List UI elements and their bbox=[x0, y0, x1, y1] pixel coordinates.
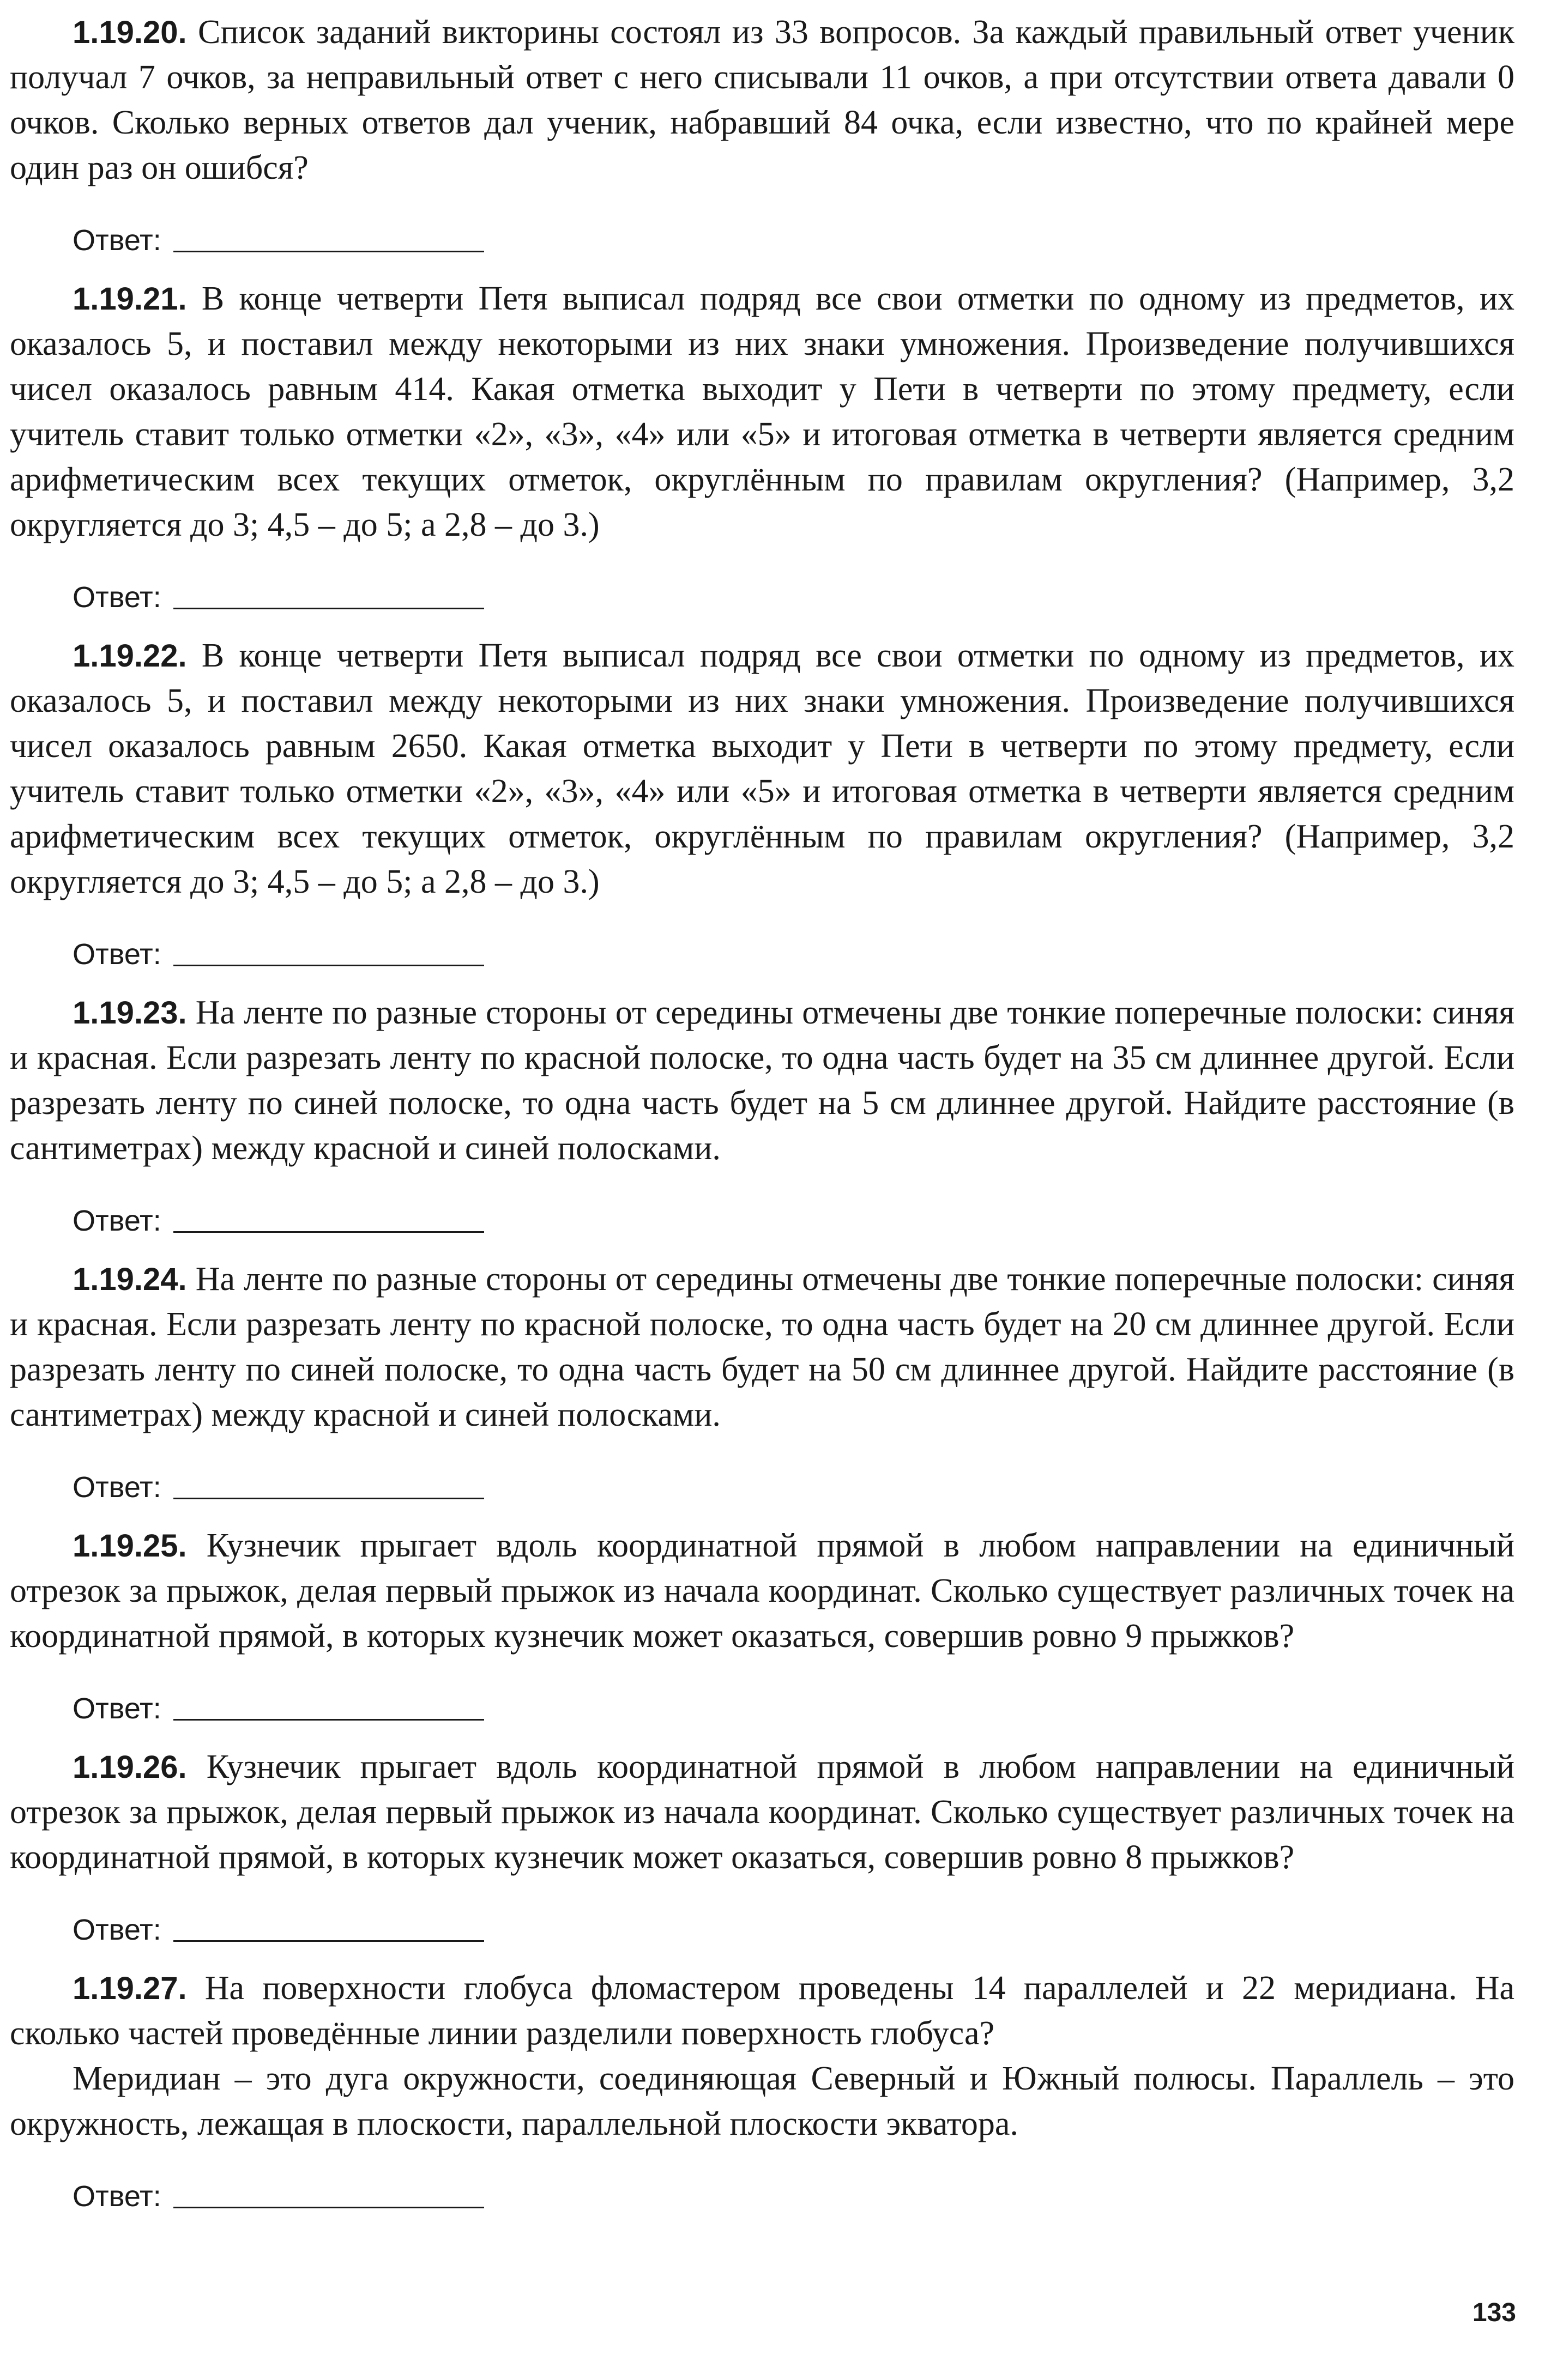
answer-row bbox=[73, 2167, 1514, 2213]
answer-row bbox=[73, 568, 1514, 614]
answer-line bbox=[173, 1719, 484, 1721]
answer-line bbox=[173, 608, 484, 609]
problem-1-19-23 bbox=[10, 990, 1514, 1171]
problem-number: 1.19.26. bbox=[73, 1749, 187, 1785]
answer-line bbox=[173, 1498, 484, 1499]
answer-line bbox=[173, 2207, 484, 2208]
answer-line bbox=[173, 1940, 484, 1942]
answer-label: Ответ: bbox=[73, 1204, 161, 1237]
problem-1-19-21 bbox=[10, 276, 1514, 548]
answer-label: Ответ: bbox=[73, 2180, 161, 2213]
problem-1-19-20 bbox=[10, 10, 1514, 191]
answer-row bbox=[73, 1192, 1514, 1237]
problem-text: Кузнечик прыгает вдоль координатной прямой в любом направлении на единичный отрезок за прыжок, делая первый прыжок из начала координат. Сколько существует различных точек на координатной прямой, в которых кузнечик может оказаться, совершив ровно 9 прыжков? bbox=[10, 1527, 1514, 1655]
problem-1-19-25 bbox=[10, 1523, 1514, 1659]
problem-text: В конце четверти Петя выписал подряд все свои отметки по одному из предметов, их оказалось 5, и поставил между некоторыми из них знаки умножения. Произведение получившихся чисел оказалось равным 2650. Какая отметка выходит у Пети в четверти по этому предмету, если учитель ставит только отметки «2», «3», «4» или «5» и итоговая отметка в четверти является средним арифметическим всех текущих отметок, округлённым по правилам округления? (Например, 3,2 округляется до 3; 4,5 – до 5; а 2,8 – до 3.) bbox=[10, 637, 1514, 900]
page-content bbox=[10, 10, 1514, 2232]
problem-note: Меридиан – это дуга окружности, соединяющая Северный и Южный полюсы. Параллель – это окружность, лежащая в плоскости, параллельной плоскости экватора. bbox=[10, 2060, 1514, 2142]
problem-number: 1.19.24. bbox=[73, 1262, 187, 1297]
problem-number: 1.19.27. bbox=[73, 1971, 187, 2006]
problem-text: На поверхности глобуса фломастером проведены 14 параллелей и 22 меридиана. На сколько частей проведённые линии разделили поверхность глобуса? bbox=[10, 1970, 1514, 2052]
problem-text: Список заданий викторины состоял из 33 вопросов. За каждый правильный ответ ученик получал 7 очков, за неправильный ответ с него списывали 11 очков, а при отсутствии ответа давали 0 очков. Сколько верных ответов дал ученик, набравший 84 очка, если известно, что по крайней мере один раз он ошибся? bbox=[10, 14, 1514, 186]
answer-row bbox=[73, 1901, 1514, 1946]
answer-line bbox=[173, 1231, 484, 1233]
problem-number: 1.19.25. bbox=[73, 1528, 187, 1564]
problem-1-19-27 bbox=[10, 1966, 1514, 2056]
answer-row bbox=[73, 925, 1514, 971]
problem-text: Кузнечик прыгает вдоль координатной прямой в любом направлении на единичный отрезок за прыжок, делая первый прыжок из начала координат. Сколько существует различных точек на координатной прямой, в которых кузнечик может оказаться, совершив ровно 8 прыжков? bbox=[10, 1748, 1514, 1876]
page-number: 133 bbox=[1472, 2298, 1516, 2327]
answer-label: Ответ: bbox=[73, 1471, 161, 1504]
answer-line bbox=[173, 251, 484, 252]
problem-1-19-26 bbox=[10, 1745, 1514, 1880]
problem-number: 1.19.20. bbox=[73, 15, 187, 50]
answer-label: Ответ: bbox=[73, 938, 161, 971]
answer-row bbox=[73, 1458, 1514, 1504]
answer-label: Ответ: bbox=[73, 581, 161, 614]
problem-number: 1.19.22. bbox=[73, 638, 187, 674]
answer-row bbox=[73, 211, 1514, 257]
problem-1-19-22 bbox=[10, 633, 1514, 905]
answer-label: Ответ: bbox=[73, 1913, 161, 1946]
problem-1-19-24 bbox=[10, 1257, 1514, 1438]
problem-text: На ленте по разные стороны от середины отмечены две тонкие поперечные полоски: синяя и красная. Если разрезать ленту по красной полоске, то одна часть будет на 35 см длиннее другой. Если разрезать ленту по синей полоске, то одна часть будет на 5 см длиннее другой. Найдите расстояние (в сантиметрах) между красной и синей полосками. bbox=[10, 994, 1515, 1167]
answer-label: Ответ: bbox=[73, 1692, 161, 1725]
problem-number: 1.19.21. bbox=[73, 281, 187, 317]
answer-label: Ответ: bbox=[73, 224, 161, 257]
answer-line bbox=[173, 965, 484, 966]
answer-row bbox=[73, 1680, 1514, 1725]
problem-text: В конце четверти Петя выписал подряд все свои отметки по одному из предметов, их оказалось 5, и поставил между некоторыми из них знаки умножения. Произведение получившихся чисел оказалось равным 414. Какая отметка выходит у Пети в четверти по этому предмету, если учитель ставит только отметки «2», «3», «4» или «5» и итоговая отметка в четверти является средним арифметическим всех текущих отметок, округлённым по правилам округления? (Например, 3,2 округляется до 3; 4,5 – до 5; а 2,8 – до 3.) bbox=[10, 280, 1514, 543]
problem-text: На ленте по разные стороны от середины отмечены две тонкие поперечные полоски: синяя и красная. Если разрезать ленту по красной полоске, то одна часть будет на 20 см длиннее другой. Если разрезать ленту по синей полоске, то одна часть будет на 50 см длиннее другой. Найдите расстояние (в сантиметрах) между красной и синей полосками. bbox=[10, 1261, 1515, 1433]
problem-number: 1.19.23. bbox=[73, 995, 187, 1031]
